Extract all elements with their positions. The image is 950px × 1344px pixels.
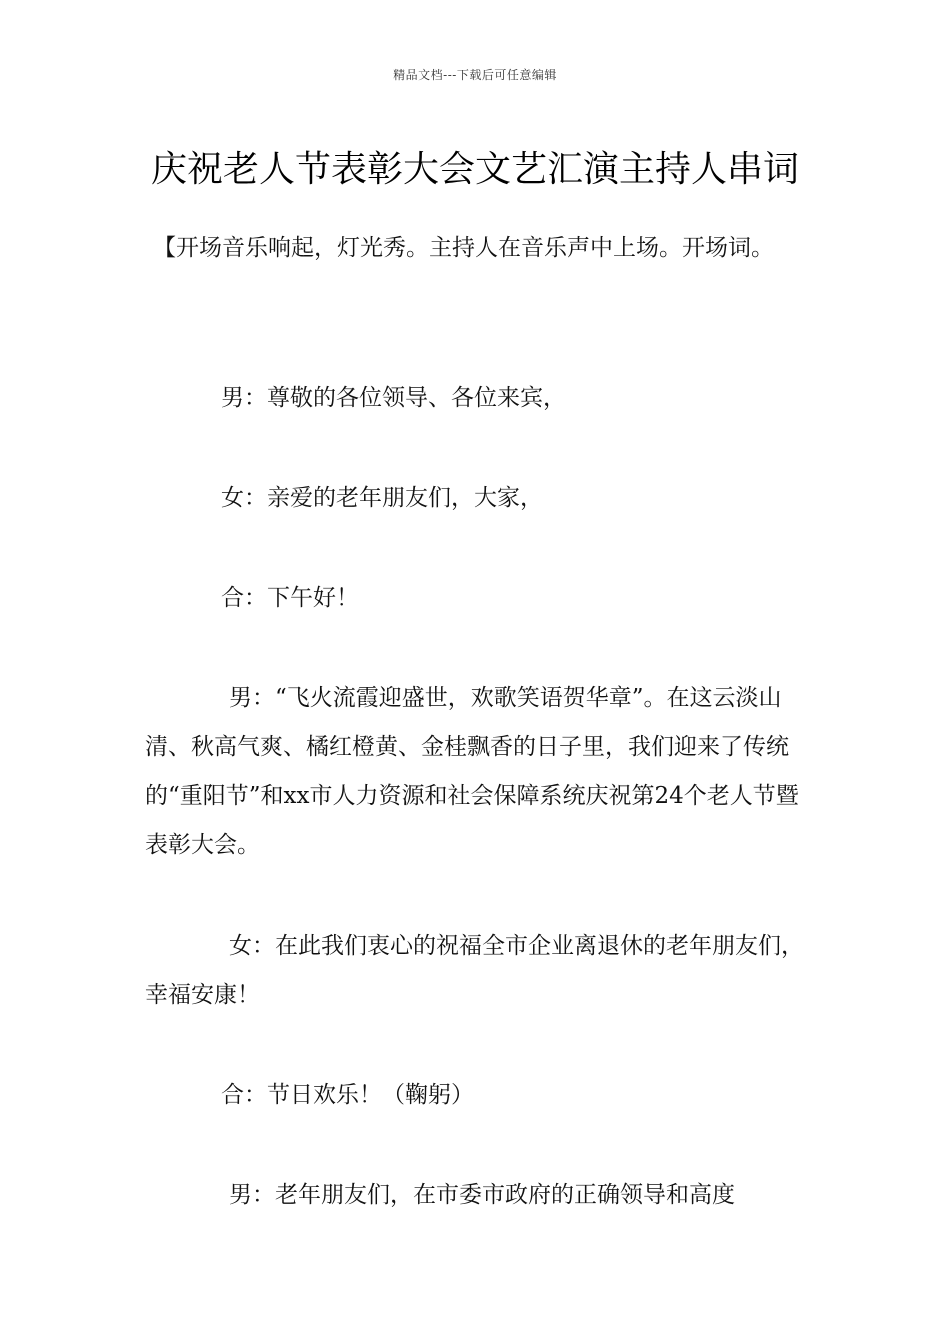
paragraph-female-blessing: 女：在此我们衷心的祝福全市企业离退休的老年朋友们，幸福安康！ [145,933,804,1008]
document-title: 庆祝老人节表彰大会文艺汇演主持人串词 [150,149,799,191]
paragraph-male-continuation: 男：老年朋友们，在市委市政府的正确领导和高度 [229,1182,735,1208]
header-note: 精品文档---下载后可任意编辑 [393,68,557,82]
paragraph-together-greeting: 合：下午好！ [221,585,359,611]
paragraph-male-opening: 男：“飞火流霞迎盛世，欢歌笑语贺华章”。在这云淡山清、秋高气爽、橘红橙黄、金桂飘香的日子里，我们迎来了传统的“重阳节”和xx市人力资源和社会保障系统庆祝第24个老人节暨表彰大会。 [145,685,799,858]
paragraph-female-greeting: 女：亲爱的老年朋友们，大家， [221,485,543,511]
paragraph-male-greeting: 男：尊敬的各位领导、各位来宾， [221,385,566,411]
paragraph-intro: 【开场音乐响起，灯光秀。主持人在音乐声中上场。开场词。 [153,235,774,261]
paragraph-together-bow: 合：节日欢乐！（鞠躬） [221,1082,474,1108]
